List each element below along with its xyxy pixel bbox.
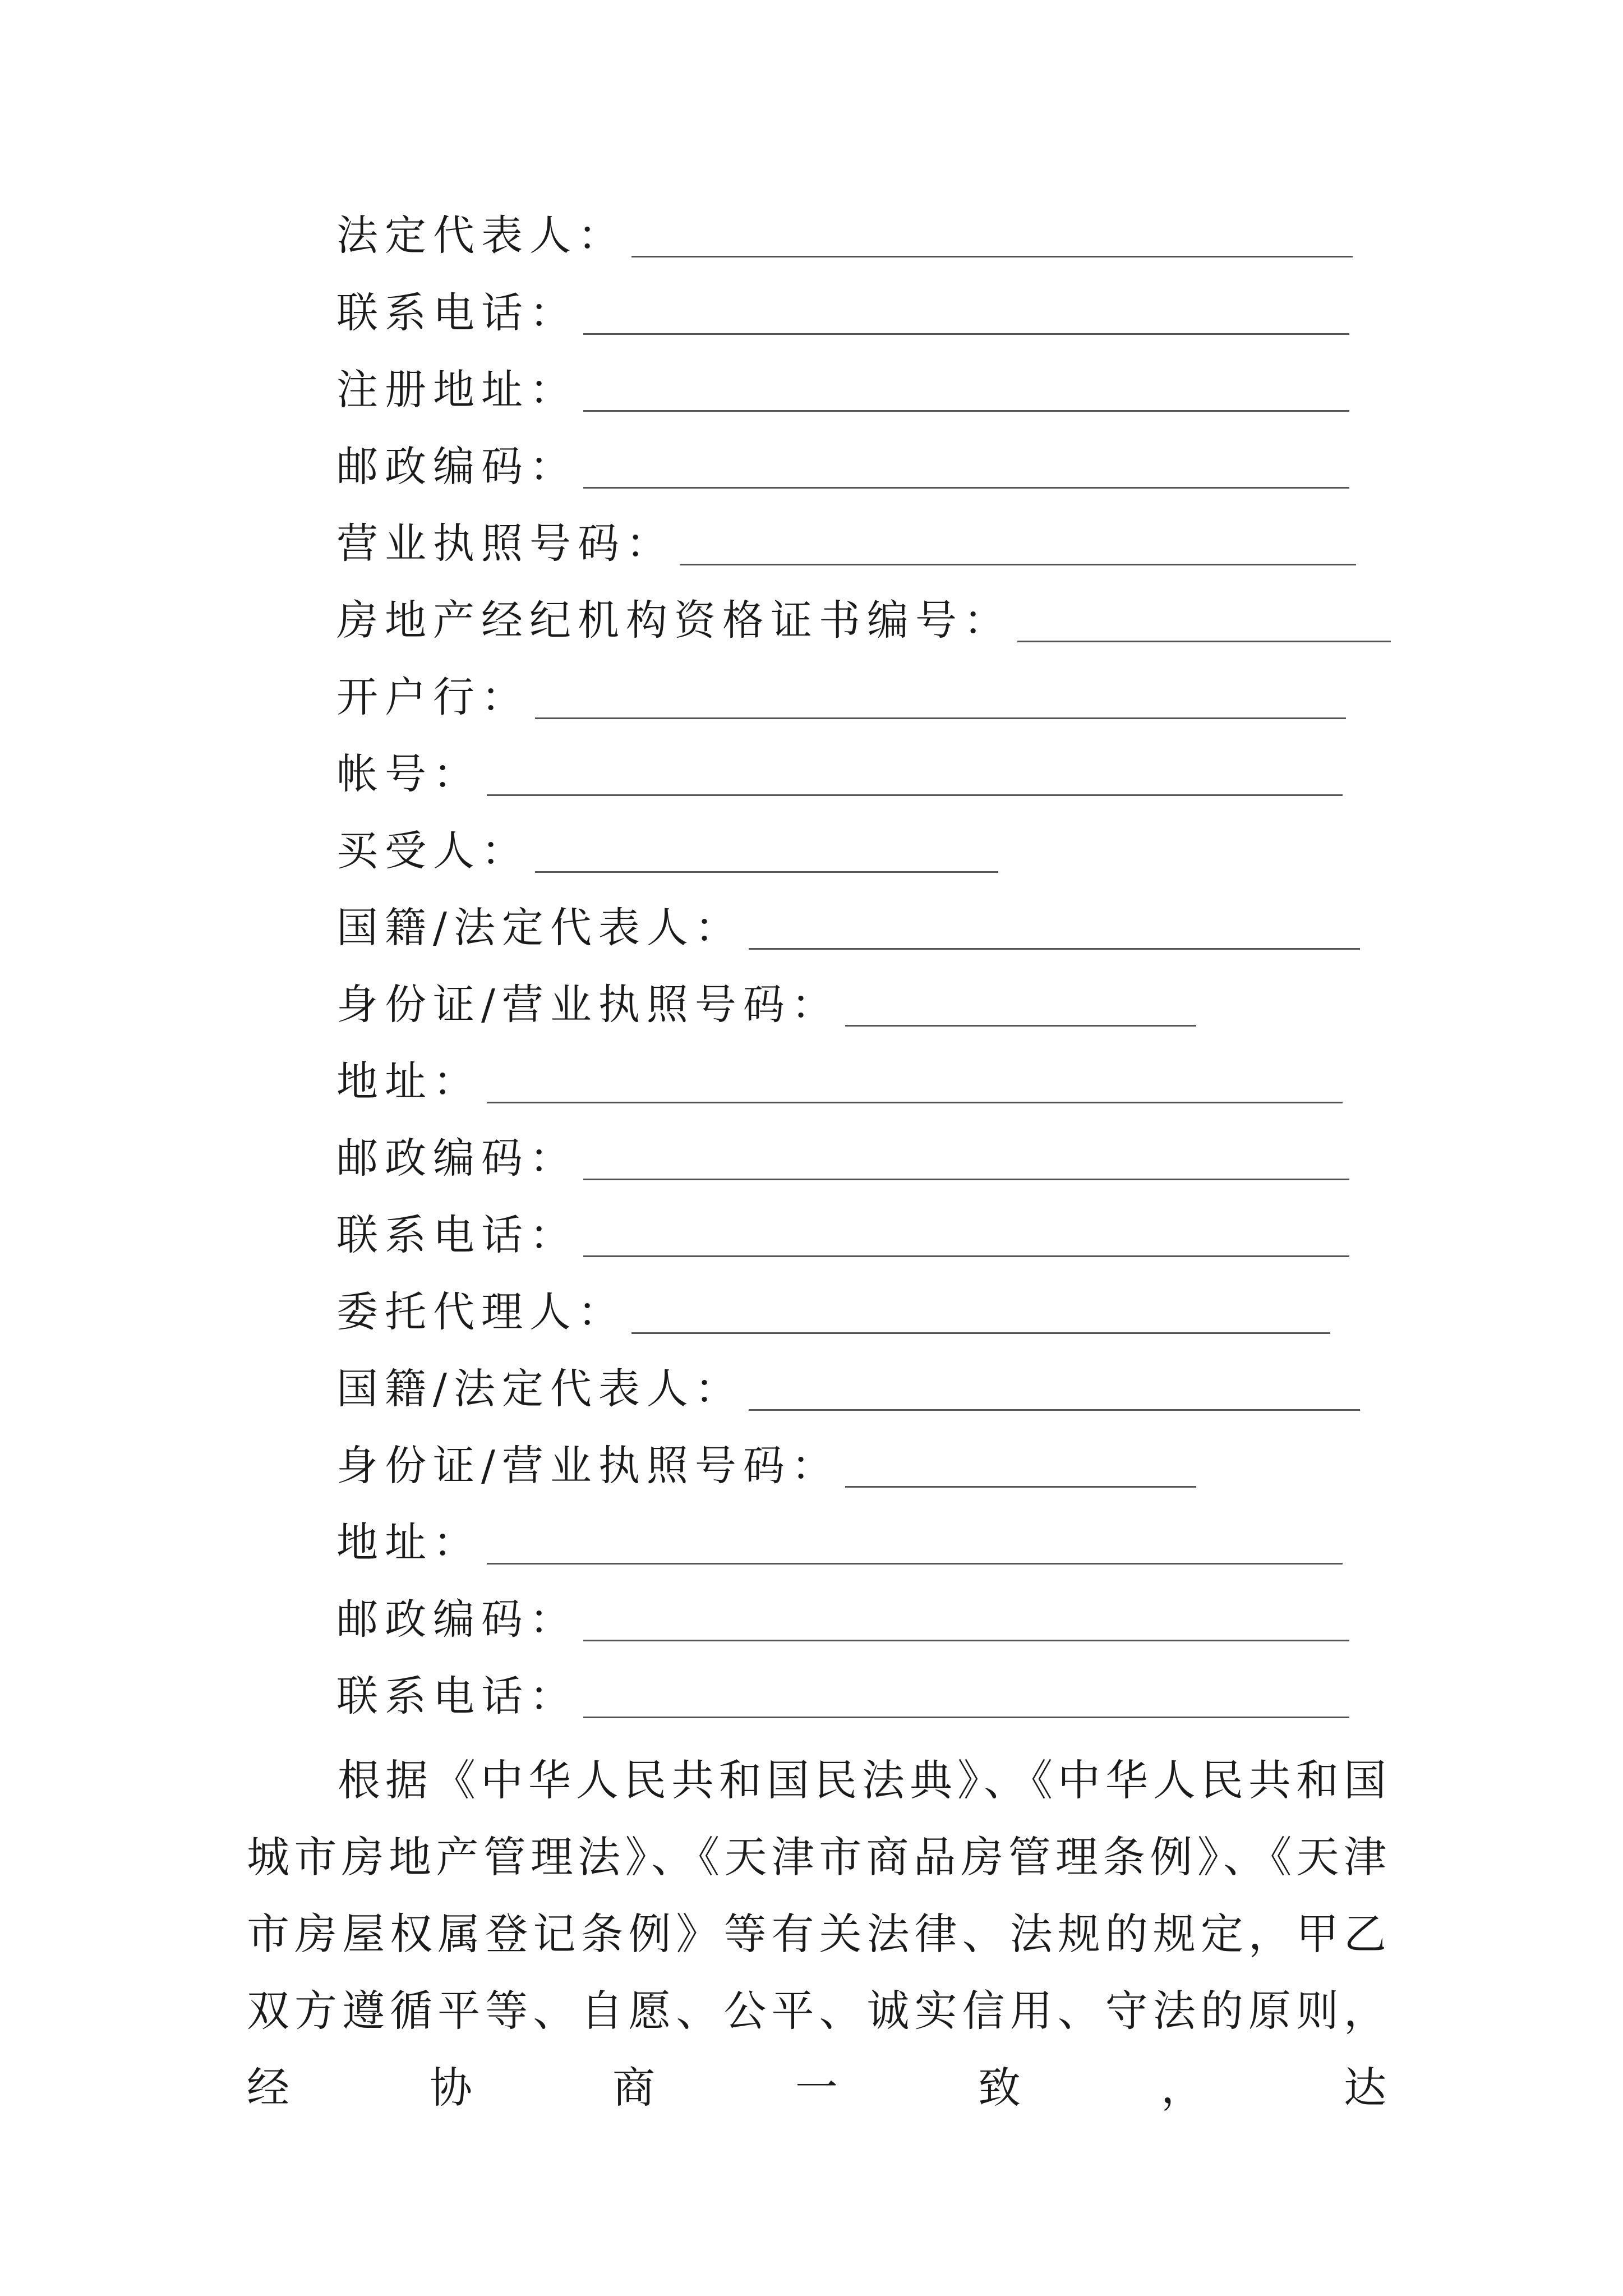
field-label: 地址： [336,1519,481,1567]
blank-line[interactable] [749,1409,1360,1411]
field-label: 邮政编码： [336,1595,578,1644]
blank-line[interactable] [583,1640,1349,1641]
field-label: 帐号： [336,750,481,798]
field-label: 房地产经纪机构资格证书编号： [336,596,1012,645]
blank-line[interactable] [487,1563,1343,1565]
blank-line[interactable] [845,1025,1196,1027]
blank-line[interactable] [487,1102,1343,1103]
blank-line[interactable] [631,1332,1330,1334]
blank-line[interactable] [535,871,998,873]
blank-line[interactable] [631,256,1353,257]
field-label: 法定代表人： [336,211,626,260]
blank-line[interactable] [583,333,1349,335]
buyer-address-field [336,1045,1343,1107]
bank-field [336,661,1346,723]
blank-line[interactable] [680,564,1356,565]
field-label: 国籍/法定代表人： [336,904,743,952]
buyer-postal-code-field [336,1122,1349,1184]
blank-line[interactable] [749,948,1360,950]
field-label: 邮政编码： [336,443,578,491]
agent-id-field [336,1429,1196,1491]
postal-code-field [336,430,1349,492]
buyer-field [336,815,998,876]
field-label: 地址： [336,1057,481,1106]
field-label: 营业执照号码： [336,519,674,568]
blank-line[interactable] [535,717,1346,719]
entrusted-agent-field [336,1276,1330,1337]
field-label: 注册地址： [336,366,578,414]
field-label: 开户行： [336,673,529,721]
buyer-phone-field [336,1199,1349,1260]
preamble-line: 房地产管理法》、《天津市商品房管理条例》、《天津市房屋 [247,1832,1391,1959]
blank-line[interactable] [487,794,1343,796]
business-license-field [336,507,1356,569]
field-label: 身份证/营业执照号码： [336,981,840,1029]
blank-line[interactable] [583,410,1349,412]
agent-postal-code-field [336,1583,1349,1645]
field-label: 联系电话： [336,1672,578,1720]
field-label: 联系电话： [336,1211,578,1259]
account-field [336,738,1343,799]
agent-phone-field [336,1660,1349,1722]
field-label: 邮政编码： [336,1134,578,1182]
blank-line[interactable] [583,1179,1349,1180]
agent-address-field [336,1506,1343,1568]
preamble-line: 等、自愿、公平、诚实信用、守法的原则，经协商一致，达 [247,1986,1391,2113]
field-label: 买受人： [336,827,529,875]
buyer-id-field [336,968,1196,1030]
agent-nationality-field [336,1352,1360,1414]
preamble-line: 根据《中华人民共和国民法典》、《中华人民共和国城市 [247,1755,1391,1882]
blank-line[interactable] [583,1255,1349,1257]
legal-representative-field [336,199,1353,261]
registered-address-field [336,353,1349,415]
broker-certificate-field [336,584,1391,646]
field-label: 委托代理人： [336,1288,626,1336]
blank-line[interactable] [583,487,1349,489]
blank-line[interactable] [845,1486,1196,1488]
blank-line[interactable] [1017,641,1391,642]
phone-field [336,277,1349,338]
field-label: 联系电话： [336,289,578,337]
buyer-nationality-field [336,891,1360,953]
blank-line[interactable] [583,1717,1349,1718]
field-label: 身份证/营业执照号码： [336,1442,840,1490]
field-label: 国籍/法定代表人： [336,1365,743,1413]
preamble-paragraph [247,1742,1391,2126]
preamble-line: 权属登记条例》等有关法律、法规的规定，甲乙双方遵循平 [247,1909,1391,2036]
